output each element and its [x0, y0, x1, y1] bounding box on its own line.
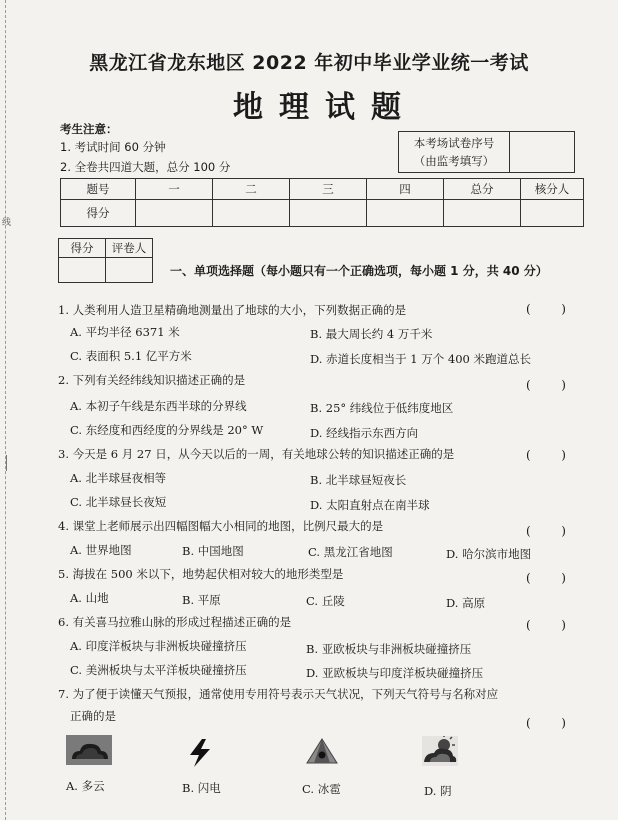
- q2-option-c: C. 东经度和西经度的分界线是 20° W: [70, 423, 264, 437]
- q5-option-c: C. 丘陵: [306, 594, 345, 608]
- grader-name-label: 评卷人: [106, 239, 153, 258]
- grader-score-label: 得分: [59, 239, 106, 258]
- lightning-weather-icon: [186, 738, 214, 768]
- score-cell[interactable]: [521, 200, 584, 227]
- q2-option-a: A. 本初子午线是东西半球的分界线: [70, 399, 247, 413]
- question-7-stem-cont: 正确的是: [70, 709, 116, 723]
- q4-option-a: A. 世界地图: [70, 543, 132, 557]
- q7-option-a: A. 多云: [66, 779, 105, 793]
- q1-option-b: B. 最大周长约 4 万千米: [310, 327, 433, 341]
- hail-weather-icon: [306, 738, 338, 764]
- score-cell[interactable]: [444, 200, 521, 227]
- section-1-title: 一、单项选择题（每小题只有一个正确选项，每小题 1 分，共 40 分）: [170, 264, 548, 278]
- seat-label-line1: 本考场试卷序号: [413, 136, 495, 150]
- score-table: [60, 178, 584, 227]
- q5-option-b: B. 平原: [182, 593, 221, 607]
- grader-table: [58, 238, 153, 283]
- q6-option-c: C. 美洲板块与太平洋板块碰撞挤压: [70, 663, 247, 677]
- q3-option-d: D. 太阳直射点在南半球: [310, 498, 430, 512]
- q4-option-b: B. 中国地图: [182, 544, 244, 558]
- answer-blank-5[interactable]: ( ): [526, 571, 566, 585]
- score-header-2: 二: [213, 179, 290, 200]
- q7-option-b: B. 闪电: [182, 781, 221, 795]
- q4-option-d: D. 哈尔滨市地图: [446, 547, 532, 561]
- cloudy-weather-icon: [66, 735, 112, 765]
- seat-number-label: [399, 132, 510, 173]
- score-cell[interactable]: [136, 200, 213, 227]
- question-2-stem: 2. 下列有关经纬线知识描述正确的是: [58, 373, 246, 387]
- q1-option-a: A. 平均半径 6371 米: [70, 325, 180, 339]
- q6-option-a: A. 印度洋板块与非洲板块碰撞挤压: [70, 639, 247, 653]
- answer-blank-7[interactable]: ( ): [526, 716, 566, 730]
- q1-option-d: D. 赤道长度相当于 1 万个 400 米跑道总长: [310, 352, 532, 366]
- q3-option-a: A. 北半球昼夜相等: [70, 471, 167, 485]
- overcast-weather-icon: [422, 736, 458, 766]
- score-header-total: 总分: [444, 179, 521, 200]
- seat-label-line2: （由监考填写）: [413, 154, 495, 168]
- score-cell[interactable]: [213, 200, 290, 227]
- answer-blank-6[interactable]: ( ): [526, 618, 566, 632]
- q3-option-b: B. 北半球昼短夜长: [310, 473, 407, 487]
- q5-option-a: A. 山地: [70, 591, 109, 605]
- grader-score-cell[interactable]: [59, 258, 106, 283]
- q7-option-d: D. 阴: [424, 784, 452, 798]
- q1-option-c: C. 表面积 5.1 亿平方米: [70, 349, 192, 363]
- score-cell[interactable]: [290, 200, 367, 227]
- score-header-1: 一: [136, 179, 213, 200]
- grader-name-cell[interactable]: [106, 258, 153, 283]
- q2-option-b: B. 25° 纬线位于低纬度地区: [310, 401, 454, 415]
- binding-mark: 线: [2, 218, 12, 228]
- q5-option-d: D. 高原: [446, 596, 486, 610]
- question-5-stem: 5. 海拔在 500 米以下，地势起伏相对较大的地形类型是: [58, 567, 344, 581]
- notice-item-1: 1. 考试时间 60 分钟: [60, 140, 166, 154]
- question-3-stem: 3. 今天是 6 月 27 日，从今天以后的一周，有关地球公转的知识描述正确的是: [58, 447, 455, 461]
- score-header-label: 题号: [61, 179, 136, 200]
- answer-blank-3[interactable]: ( ): [526, 448, 566, 462]
- q6-option-b: B. 亚欧板块与非洲板块碰撞挤压: [306, 642, 472, 656]
- notice-heading: 考生注意：: [60, 122, 118, 136]
- question-1-stem: 1. 人类利用人造卫星精确地测量出了地球的大小，下列数据正确的是: [58, 303, 407, 317]
- subject-title: 地理试题: [233, 90, 417, 125]
- score-header-4: 四: [367, 179, 444, 200]
- answer-blank-4[interactable]: ( ): [526, 524, 566, 538]
- score-header-3: 三: [290, 179, 367, 200]
- score-header-checker: 核分人: [521, 179, 584, 200]
- question-4-stem: 4. 课堂上老师展示出四幅图幅大小相同的地图，比例尺最大的是: [58, 519, 384, 533]
- score-cell[interactable]: [367, 200, 444, 227]
- answer-blank-1[interactable]: ( ): [526, 302, 566, 316]
- exam-title: 黑龙江省龙东地区 2022 年初中毕业学业统一考试: [89, 52, 529, 74]
- binding-tick: [6, 455, 11, 471]
- question-7-stem: 7. 为了便于读懂天气预报，通常使用专用符号表示天气状况，下列天气符号与名称对应: [58, 687, 499, 701]
- q6-option-d: D. 亚欧板块与印度洋板块碰撞挤压: [306, 666, 484, 680]
- q3-option-c: C. 北半球昼长夜短: [70, 495, 167, 509]
- seat-number-field[interactable]: [510, 132, 575, 173]
- notice-item-2: 2. 全卷共四道大题，总分 100 分: [60, 160, 231, 174]
- seat-number-box: [398, 131, 575, 173]
- q2-option-d: D. 经线指示东西方向: [310, 426, 419, 440]
- answer-blank-2[interactable]: ( ): [526, 378, 566, 392]
- question-6-stem: 6. 有关喜马拉雅山脉的形成过程描述正确的是: [58, 615, 292, 629]
- q7-option-c: C. 冰雹: [302, 782, 341, 796]
- q4-option-c: C. 黑龙江省地图: [308, 545, 393, 559]
- score-row-label: 得分: [61, 200, 136, 227]
